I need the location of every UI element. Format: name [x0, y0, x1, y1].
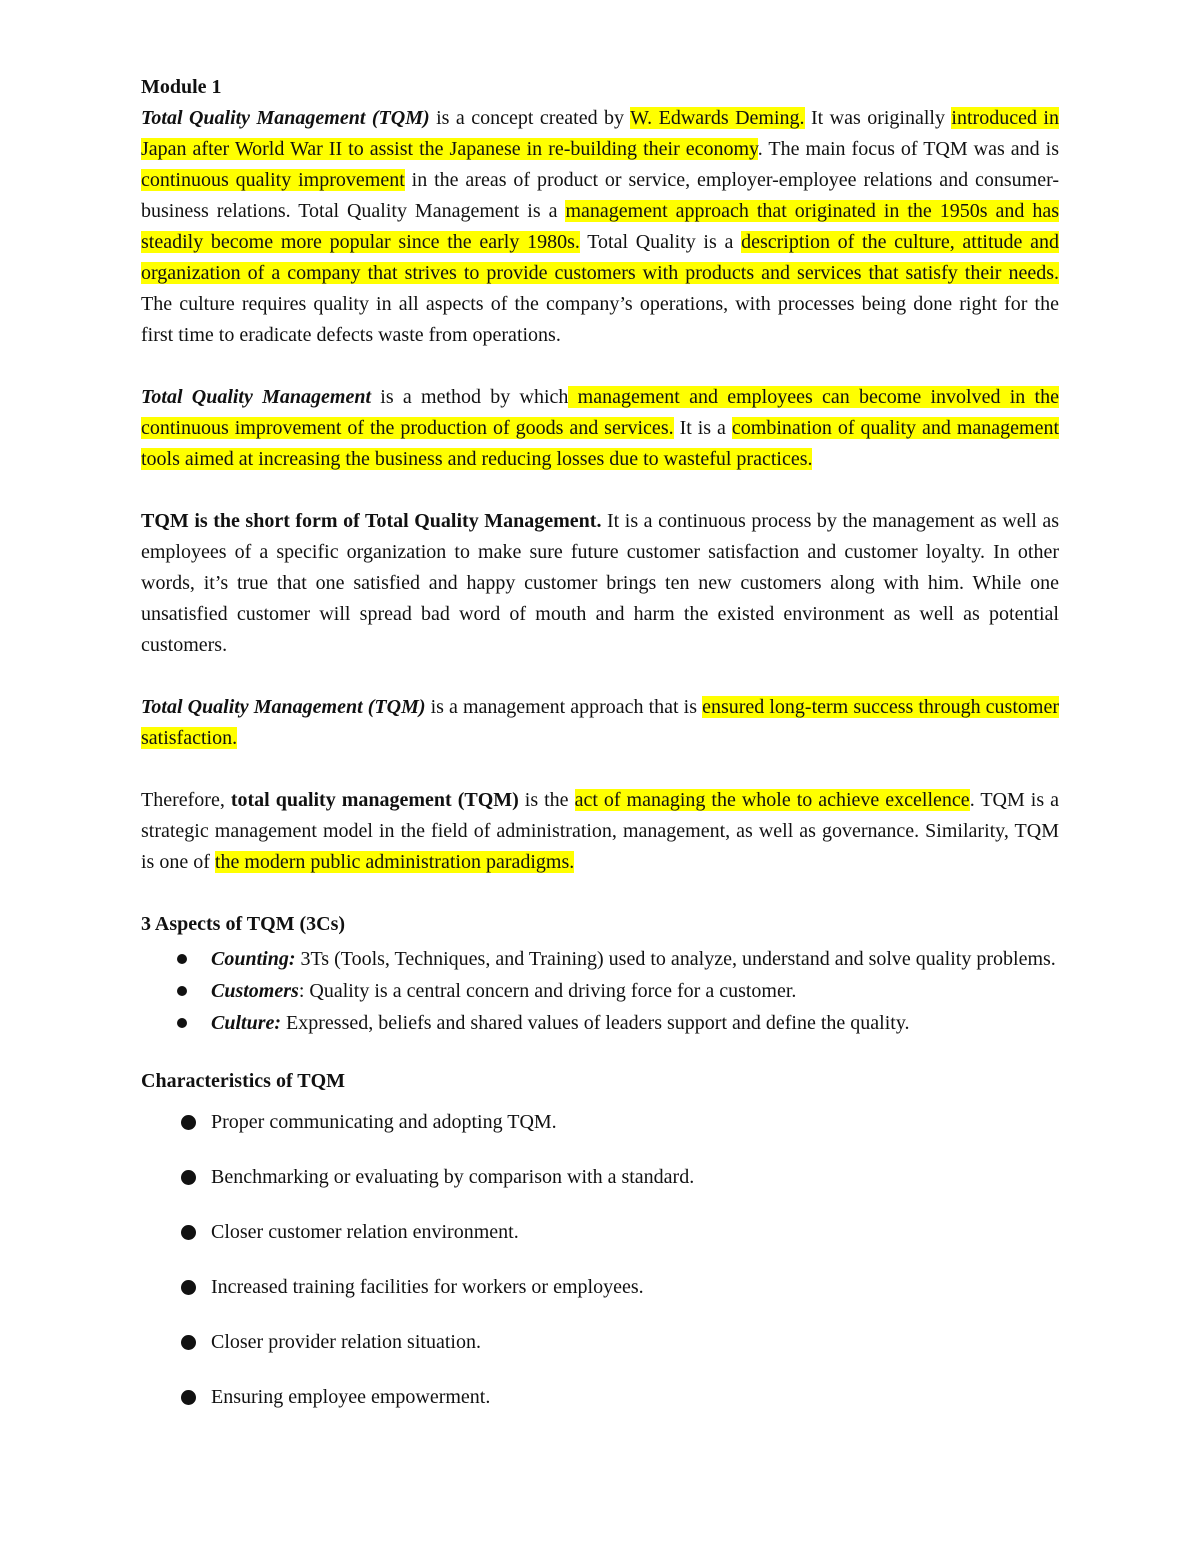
highlight-run: act of managing the whole to achieve excellence — [574, 789, 970, 811]
spacer — [141, 351, 1059, 382]
text-run: It is a — [673, 417, 732, 439]
paragraph-short-form — [141, 506, 1059, 661]
aspect-term: Culture: — [211, 1012, 282, 1034]
term-tqm: Total Quality Management (TQM) — [141, 107, 430, 129]
highlight-run: description of the culture, attitude and organization of a company that strives to provide customers with products and services that satisfy their needs. — [141, 231, 1059, 284]
module-title: Module 1 — [141, 76, 222, 98]
text-run: which — [519, 386, 569, 408]
highlight-run: W. Edwards Deming. — [630, 107, 805, 129]
aspects-heading: 3 Aspects of TQM (3Cs) — [141, 913, 346, 935]
text-run: is a concept created by — [429, 107, 631, 129]
bullet-icon — [181, 1390, 196, 1405]
paragraph-method — [141, 382, 1059, 475]
bullet-icon — [181, 1335, 196, 1350]
list-item — [141, 1382, 1059, 1413]
spacer — [141, 878, 1059, 909]
bullet-icon — [181, 1225, 196, 1240]
highlight-run: ensured long-term success through customer satisfaction. — [141, 696, 1059, 749]
list-item — [141, 1272, 1059, 1303]
bullet-icon — [181, 1170, 196, 1185]
text-run: It is a continuous process by the management as well as employees of a specific organization to make sure future customer satisfaction and customer loyalty. In other words, it’s true that one satisfied and happy customer brings ten new customers along with him. While one unsatisfied customer will spread bad word of mouth and harm the existed environment as well as potential customers. — [141, 510, 1059, 656]
text-run: Therefore, — [141, 789, 231, 811]
characteristic-text: Ensuring employee empowerment. — [211, 1386, 491, 1408]
list-item — [141, 1107, 1059, 1138]
highlight-run: continuous quality improvement — [141, 169, 405, 191]
text-run: Total Quality is a — [579, 231, 742, 253]
characteristic-text: Closer customer relation environment. — [211, 1221, 519, 1243]
term-tqm: Total Quality Management — [141, 386, 372, 408]
bullet-icon — [177, 986, 187, 996]
aspect-text: 3Ts (Tools, Techniques, and Training) used to analyze, understand and solve quality problems. — [295, 948, 1056, 970]
characteristics-list — [141, 1107, 1059, 1413]
highlight-run: introduced in Japan after World War II to assist the Japanese in re-building their economy — [141, 107, 1059, 160]
text-run: in the areas of product or service, employer-employee relations and consumer-business relations. Total Quality Management is a — [141, 169, 1059, 222]
list-item — [141, 1327, 1059, 1358]
aspect-term: Customers — [211, 980, 299, 1002]
text-run: . The main focus of TQM was and is — [757, 138, 1060, 160]
text-run: is a method by — [371, 386, 520, 408]
bullet-icon — [181, 1280, 196, 1295]
list-item — [141, 944, 1059, 975]
aspect-text: : Quality is a central concern and driving force for a customer. — [298, 980, 797, 1002]
text-run: The culture requires quality in all aspects of the company’s operations, with processes being done right for the first time to eradicate defects waste from operations. — [141, 293, 1059, 346]
text-run: It was originally — [804, 107, 952, 129]
spacer — [141, 475, 1059, 506]
characteristic-text: Closer provider relation situation. — [211, 1331, 481, 1353]
characteristics-heading: Characteristics of TQM — [141, 1070, 346, 1092]
aspect-text: Expressed, beliefs and shared values of leaders support and define the quality. — [281, 1012, 910, 1034]
bold-run: TQM is the short form of Total Quality Management. — [141, 510, 602, 532]
characteristic-text: Proper communicating and adopting TQM. — [211, 1111, 557, 1133]
paragraph-intro — [141, 103, 1059, 351]
text-run: is the — [518, 789, 575, 811]
list-item — [141, 1008, 1059, 1039]
spacer — [141, 661, 1059, 692]
spacer — [141, 754, 1059, 785]
bullet-icon — [177, 954, 187, 964]
bullet-icon — [181, 1115, 196, 1130]
characteristic-text: Increased training facilities for workers or employees. — [211, 1276, 644, 1298]
paragraph-therefore — [141, 785, 1059, 878]
spacer — [141, 1040, 1059, 1066]
text-run: is a management approach that is — [425, 696, 703, 718]
text-run: . TQM is a strategic management model in the field of administration, management, as well as governance. Similarity, TQM is one of — [141, 789, 1059, 873]
bullet-icon — [177, 1018, 187, 1028]
aspect-term: Counting: — [211, 948, 296, 970]
bold-run: total quality management (TQM) — [230, 789, 519, 811]
highlight-run: management approach that originated in the 1950s and has steadily become more popular since the early 1980s. — [141, 200, 1059, 253]
list-item — [141, 1162, 1059, 1193]
characteristic-text: Benchmarking or evaluating by comparison with a standard. — [211, 1166, 695, 1188]
highlight-run: the modern public administration paradigms. — [214, 851, 575, 873]
paragraph-approach — [141, 692, 1059, 754]
term-tqm: Total Quality Management (TQM) — [141, 696, 426, 718]
highlight-run: management and employees can become involved in the continuous improvement of the production of goods and services. — [141, 386, 1059, 439]
list-item — [141, 976, 1059, 1007]
aspects-list — [141, 944, 1059, 1039]
highlight-run: combination of quality and management tools aimed at increasing the business and reducing losses due to wasteful practices. — [141, 417, 1059, 470]
list-item — [141, 1217, 1059, 1248]
